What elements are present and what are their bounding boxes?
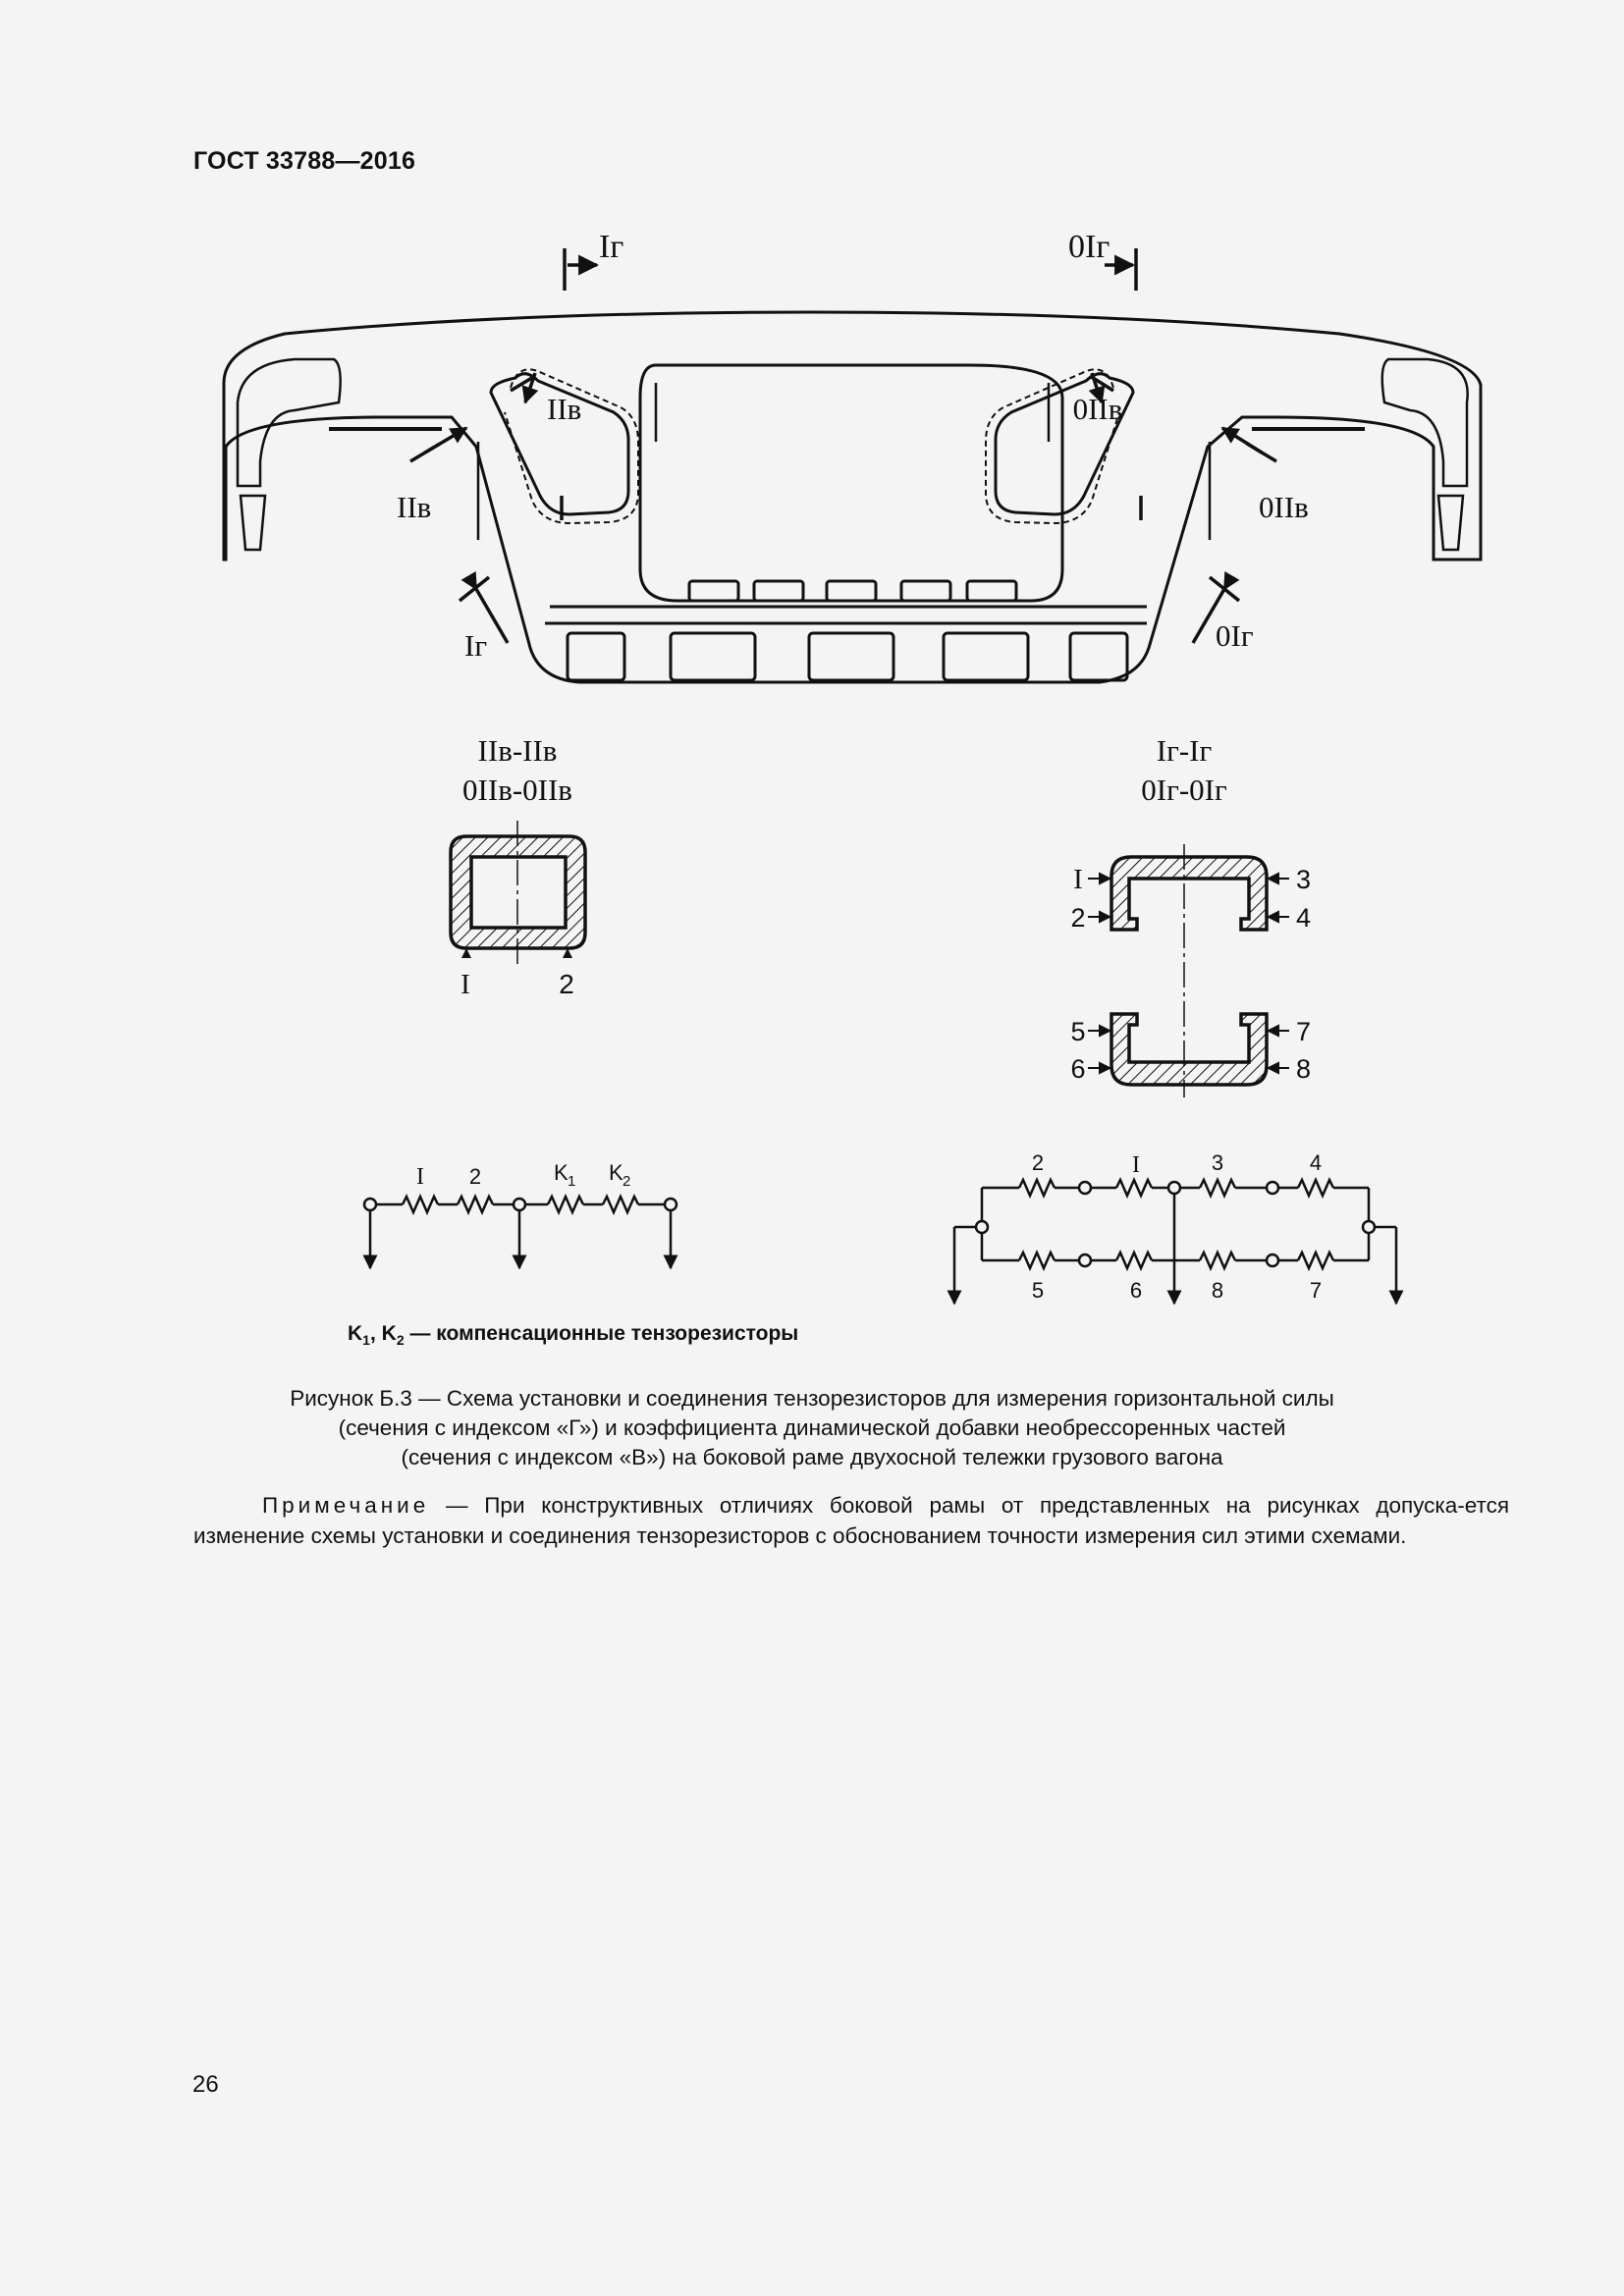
circuit-right xyxy=(954,1180,1396,1304)
section-v-point-1: I xyxy=(460,969,470,1000)
section-g-point-7: 7 xyxy=(1296,1017,1312,1046)
label-side-right: 0IIв xyxy=(1259,490,1309,524)
note-paragraph xyxy=(193,1490,1509,1551)
circuit-right-label-4: 4 xyxy=(1309,1150,1323,1175)
label-bottom-right: 0Iг xyxy=(1216,618,1254,653)
section-g-point-8: 8 xyxy=(1296,1054,1312,1084)
standard-header: ГОСТ 33788—2016 xyxy=(193,147,416,175)
svg-text:2: 2 xyxy=(623,1173,631,1190)
caption-line-2: (сечения с индексом «Г») и коэффициента динамической добавки необрессоренных частей xyxy=(338,1415,1286,1440)
cut-marker-left-top xyxy=(565,248,597,291)
label-side-left: IIв xyxy=(397,490,432,524)
figure-legend: $K_1$, $K_2$ — компенсационные тензорезисторы xyxy=(348,1322,799,1348)
label-window-left: IIв xyxy=(547,392,582,426)
circuit-right-label-8: 8 xyxy=(1211,1278,1224,1303)
section-g-point-2: 2 xyxy=(1070,903,1086,933)
note-text: — При конструктивных отличиях боковой рамы от представленных на рисунках допуска-ется изменение схемы установки и соединения тензорезисторов с обоснованием точности измерения сил этими схемами. xyxy=(193,1493,1509,1548)
circuit-right-label-3: 3 xyxy=(1211,1150,1224,1175)
section-v-profile xyxy=(451,821,585,967)
section-g-title-2: 0Iг-0Iг xyxy=(1141,773,1227,807)
circuit-left-label-2: 2 xyxy=(468,1164,482,1189)
section-g-point-5: 5 xyxy=(1070,1017,1086,1046)
circuit-left-label-i: I xyxy=(416,1164,424,1190)
svg-text:K: K xyxy=(609,1160,623,1185)
caption-line-1: Рисунок Б.3 — Схема установки и соединения тензорезисторов для измерения горизонтальной силы xyxy=(290,1386,1334,1411)
section-v-point-2: 2 xyxy=(559,969,574,999)
svg-text:1: 1 xyxy=(568,1173,576,1190)
cut-label-top-left: Iг xyxy=(599,229,624,265)
caption-line-3: (сечения с индексом «В») на боковой раме двухосной тележки грузового вагона xyxy=(401,1445,1223,1469)
circuit-right-label-2: 2 xyxy=(1031,1150,1045,1175)
page-number: 26 xyxy=(192,2071,219,2098)
section-g-title-1: Iг-Iг xyxy=(1156,733,1213,768)
svg-text:K: K xyxy=(554,1160,568,1185)
section-v-title-2: 0IIв-0IIв xyxy=(462,773,572,807)
section-g-point-6: 6 xyxy=(1070,1054,1086,1084)
label-bottom-left: Iг xyxy=(464,628,488,663)
circuit-right-label-5: 5 xyxy=(1031,1278,1045,1303)
window-cut-markers xyxy=(410,373,1276,643)
section-g-point-1: I xyxy=(1073,864,1083,895)
section-v-title-1: IIв-IIв xyxy=(477,733,558,768)
section-g-profile xyxy=(1111,857,1267,1085)
circuit-right-label-6: 6 xyxy=(1129,1278,1143,1303)
circuit-left-label-k2 xyxy=(609,1160,630,1190)
label-window-right: 0IIв xyxy=(1072,392,1123,426)
circuit-right-label-i: I xyxy=(1132,1152,1140,1178)
section-g-point-4: 4 xyxy=(1296,903,1312,933)
section-g-point-3: 3 xyxy=(1296,865,1312,894)
circuit-left-label-k1 xyxy=(554,1160,575,1190)
figure-caption xyxy=(177,1384,1447,1472)
circuit-left xyxy=(364,1197,677,1268)
circuit-right-label-7: 7 xyxy=(1309,1278,1323,1303)
note-label: Примечание xyxy=(262,1493,430,1518)
cut-label-top-right: 0Iг xyxy=(1068,229,1110,265)
